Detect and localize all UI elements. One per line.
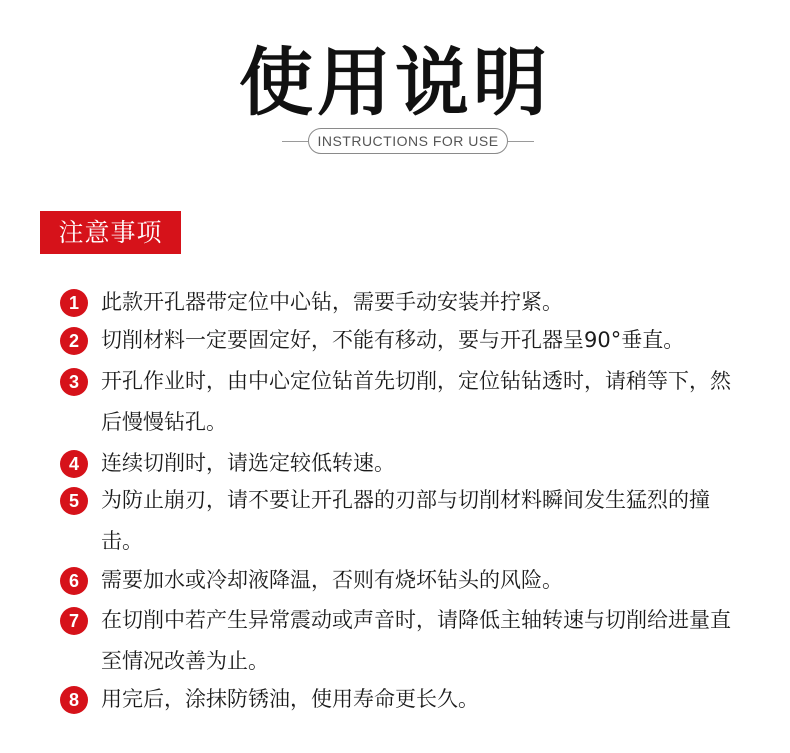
item-number-badge: 2: [60, 327, 88, 355]
item-text: 在切削中若产生异常震动或声音时，请降低主轴转速与切削给进量直至情况改善为止。: [101, 608, 731, 673]
section-heading: 注意事项: [40, 211, 181, 254]
item-number-badge: 3: [60, 368, 88, 396]
item-text: 需要加水或冷却液降温，否则有烧坏钻头的风险。: [101, 568, 563, 592]
item-number-badge: 4: [60, 450, 88, 478]
item-text: 用完后，涂抹防锈油，使用寿命更长久。: [101, 687, 479, 711]
item-text: 连续切削时，请选定较低转速。: [101, 451, 395, 475]
item-text: 此款开孔器带定位中心钻，需要手动安装并拧紧。: [101, 290, 563, 314]
item-text: 为防止崩刃，请不要让开孔器的刃部与切削材料瞬间发生猛烈的撞击。: [101, 488, 710, 553]
subtitle-badge: INSTRUCTIONS FOR USE: [308, 128, 508, 154]
item-number-badge: 8: [60, 686, 88, 714]
subtitle-divider-right: [508, 141, 534, 142]
item-number-badge: 5: [60, 487, 88, 515]
subtitle-row: [0, 128, 790, 154]
item-number-badge: 6: [60, 567, 88, 595]
item-number-badge: 1: [60, 289, 88, 317]
item-text: 开孔作业时，由中心定位钻首先切削，定位钻钻透时，请稍等下，然后慢慢钻孔。: [101, 369, 731, 434]
page-title: 使用说明: [239, 40, 551, 126]
subtitle-divider-left: [282, 141, 308, 142]
item-number-badge: 7: [60, 607, 88, 635]
item-text: 切削材料一定要固定好，不能有移动，要与开孔器呈90°垂直。: [101, 328, 685, 352]
